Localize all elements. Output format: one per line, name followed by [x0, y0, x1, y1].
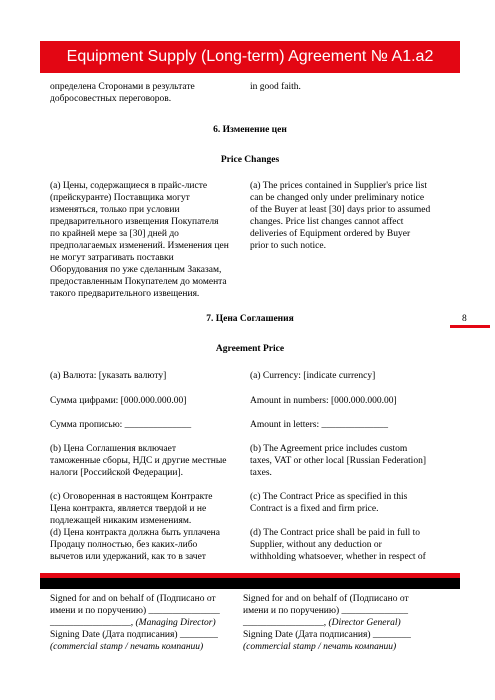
- text-line: (d) Цена контракта должна быть уплачена: [50, 528, 220, 538]
- section-7-heading-ru: 7. Цена Соглашения: [206, 314, 294, 324]
- signature-line: имени и по поручению) ______________: [243, 606, 409, 616]
- text-line: (d) The Contract price shall be paid in full to: [250, 528, 420, 538]
- carry-ru-line: определена Сторонами в результате: [50, 82, 195, 92]
- text-line: подлежащей никаким изменениям.: [50, 516, 192, 526]
- carry-ru-line: добросовестных переговоров.: [50, 94, 172, 104]
- text-line: Продацу полностью, без каких-либо: [50, 540, 198, 550]
- text-line: prior to such notice.: [250, 241, 326, 251]
- signature-line: имени и по поручению) _______________: [50, 606, 220, 616]
- text-line: Цена контракта, является твердой и не: [50, 504, 207, 514]
- text-line: (прейскуранте) Поставщика могут: [50, 193, 190, 203]
- text-line: налоги [Российской Федерации].: [50, 468, 183, 478]
- text-line: (a) The prices contained in Supplier's price list: [250, 181, 427, 191]
- signatory-role: (Managing Director): [135, 618, 216, 628]
- text-line: предполагаемых изменений. Изменения цен: [50, 241, 229, 251]
- stamp-note: (commercial stamp / печать компании): [243, 642, 397, 652]
- section-7-heading-en: Agreement Price: [215, 344, 285, 354]
- signature-blank: _________________,: [50, 618, 136, 628]
- text-line: Оборудования по уже сделанным Заказам,: [50, 265, 222, 275]
- stamp-note: (commercial stamp / печать компании): [50, 642, 204, 652]
- signing-date-line: Signing Date (Дата подписания) ________: [243, 630, 411, 640]
- amount-letters-en: Amount in letters: ______________: [250, 420, 389, 430]
- text-line: предоставленным Покупателем до момента: [50, 277, 227, 287]
- section-6-heading-en: Price Changes: [220, 155, 280, 165]
- amount-numbers-en: Amount in numbers: [000.000.000.00]: [250, 396, 397, 406]
- text-line: (c) Оговоренная в настоящем Контракте: [50, 492, 213, 502]
- text-line: taxes, VAT or other local [Russian Federation]: [250, 456, 426, 466]
- signature-blank: _________________,: [243, 618, 329, 628]
- text-line: can be changed only under preliminary notice: [250, 193, 425, 203]
- text-line: предварительного извещения Покупателя: [50, 217, 219, 227]
- text-line: changes. Price list changes cannot affect: [250, 217, 404, 227]
- signing-date-line: Signing Date (Дата подписания) ________: [50, 630, 218, 640]
- text-line: taxes.: [250, 468, 272, 478]
- text-line: таможенные сборы, НДС и другие местные: [50, 456, 227, 466]
- currency-en: (a) Currency: [indicate currency]: [250, 371, 376, 381]
- text-line: (b) Цена Соглашения включает: [50, 444, 177, 454]
- amount-numbers-ru: Сумма цифрами: [000.000.000.00]: [50, 396, 187, 406]
- text-line: deliveries of Equipment ordered by Buyer: [250, 229, 411, 239]
- text-line: of the Buyer at least [30] days prior to assumed: [250, 205, 431, 215]
- carry-en-line: in good faith.: [250, 82, 301, 92]
- currency-ru: (a) Валюта: [указать валюту]: [50, 371, 167, 381]
- text-line: (c) The Contract Price as specified in this: [250, 492, 408, 502]
- text-line: withholding whatsoever, whether in respect of: [250, 552, 426, 562]
- signature-role-line: [50, 618, 216, 630]
- text-line: вычетов или удержаний, как то в зачет: [50, 552, 206, 562]
- text-line: Contract is a fixed and firm price.: [250, 504, 379, 514]
- amount-letters-ru: Сумма прописью: ______________: [50, 420, 192, 430]
- text-line: по крайней мере за [30] дней до: [50, 229, 179, 239]
- text-line: Supplier, without any deduction or: [250, 540, 382, 550]
- signature-line: Signed for and on behalf of (Подписано от: [243, 594, 409, 604]
- text-line: такого предварительного извещения.: [50, 289, 200, 299]
- signatory-role: (Director General): [328, 618, 401, 628]
- text-line: (a) Цены, содержащиеся в прайс-листе: [50, 181, 208, 191]
- section-6-heading-ru: 6. Изменение цен: [213, 125, 287, 135]
- signature-line: Signed for and on behalf of (Подписано от: [50, 594, 216, 604]
- signature-role-line: [243, 618, 401, 630]
- document-title: Equipment Supply (Long-term) Agreement № A1.a2: [66, 48, 434, 65]
- text-line: не могут затрагивать поставки: [50, 253, 174, 263]
- footer-black-rule: [40, 578, 460, 589]
- document-header-banner: [40, 41, 460, 73]
- text-line: изменяться, только при условии: [50, 205, 180, 215]
- text-line: (b) The Agreement price includes custom: [250, 444, 408, 454]
- page-number: 8: [462, 314, 467, 324]
